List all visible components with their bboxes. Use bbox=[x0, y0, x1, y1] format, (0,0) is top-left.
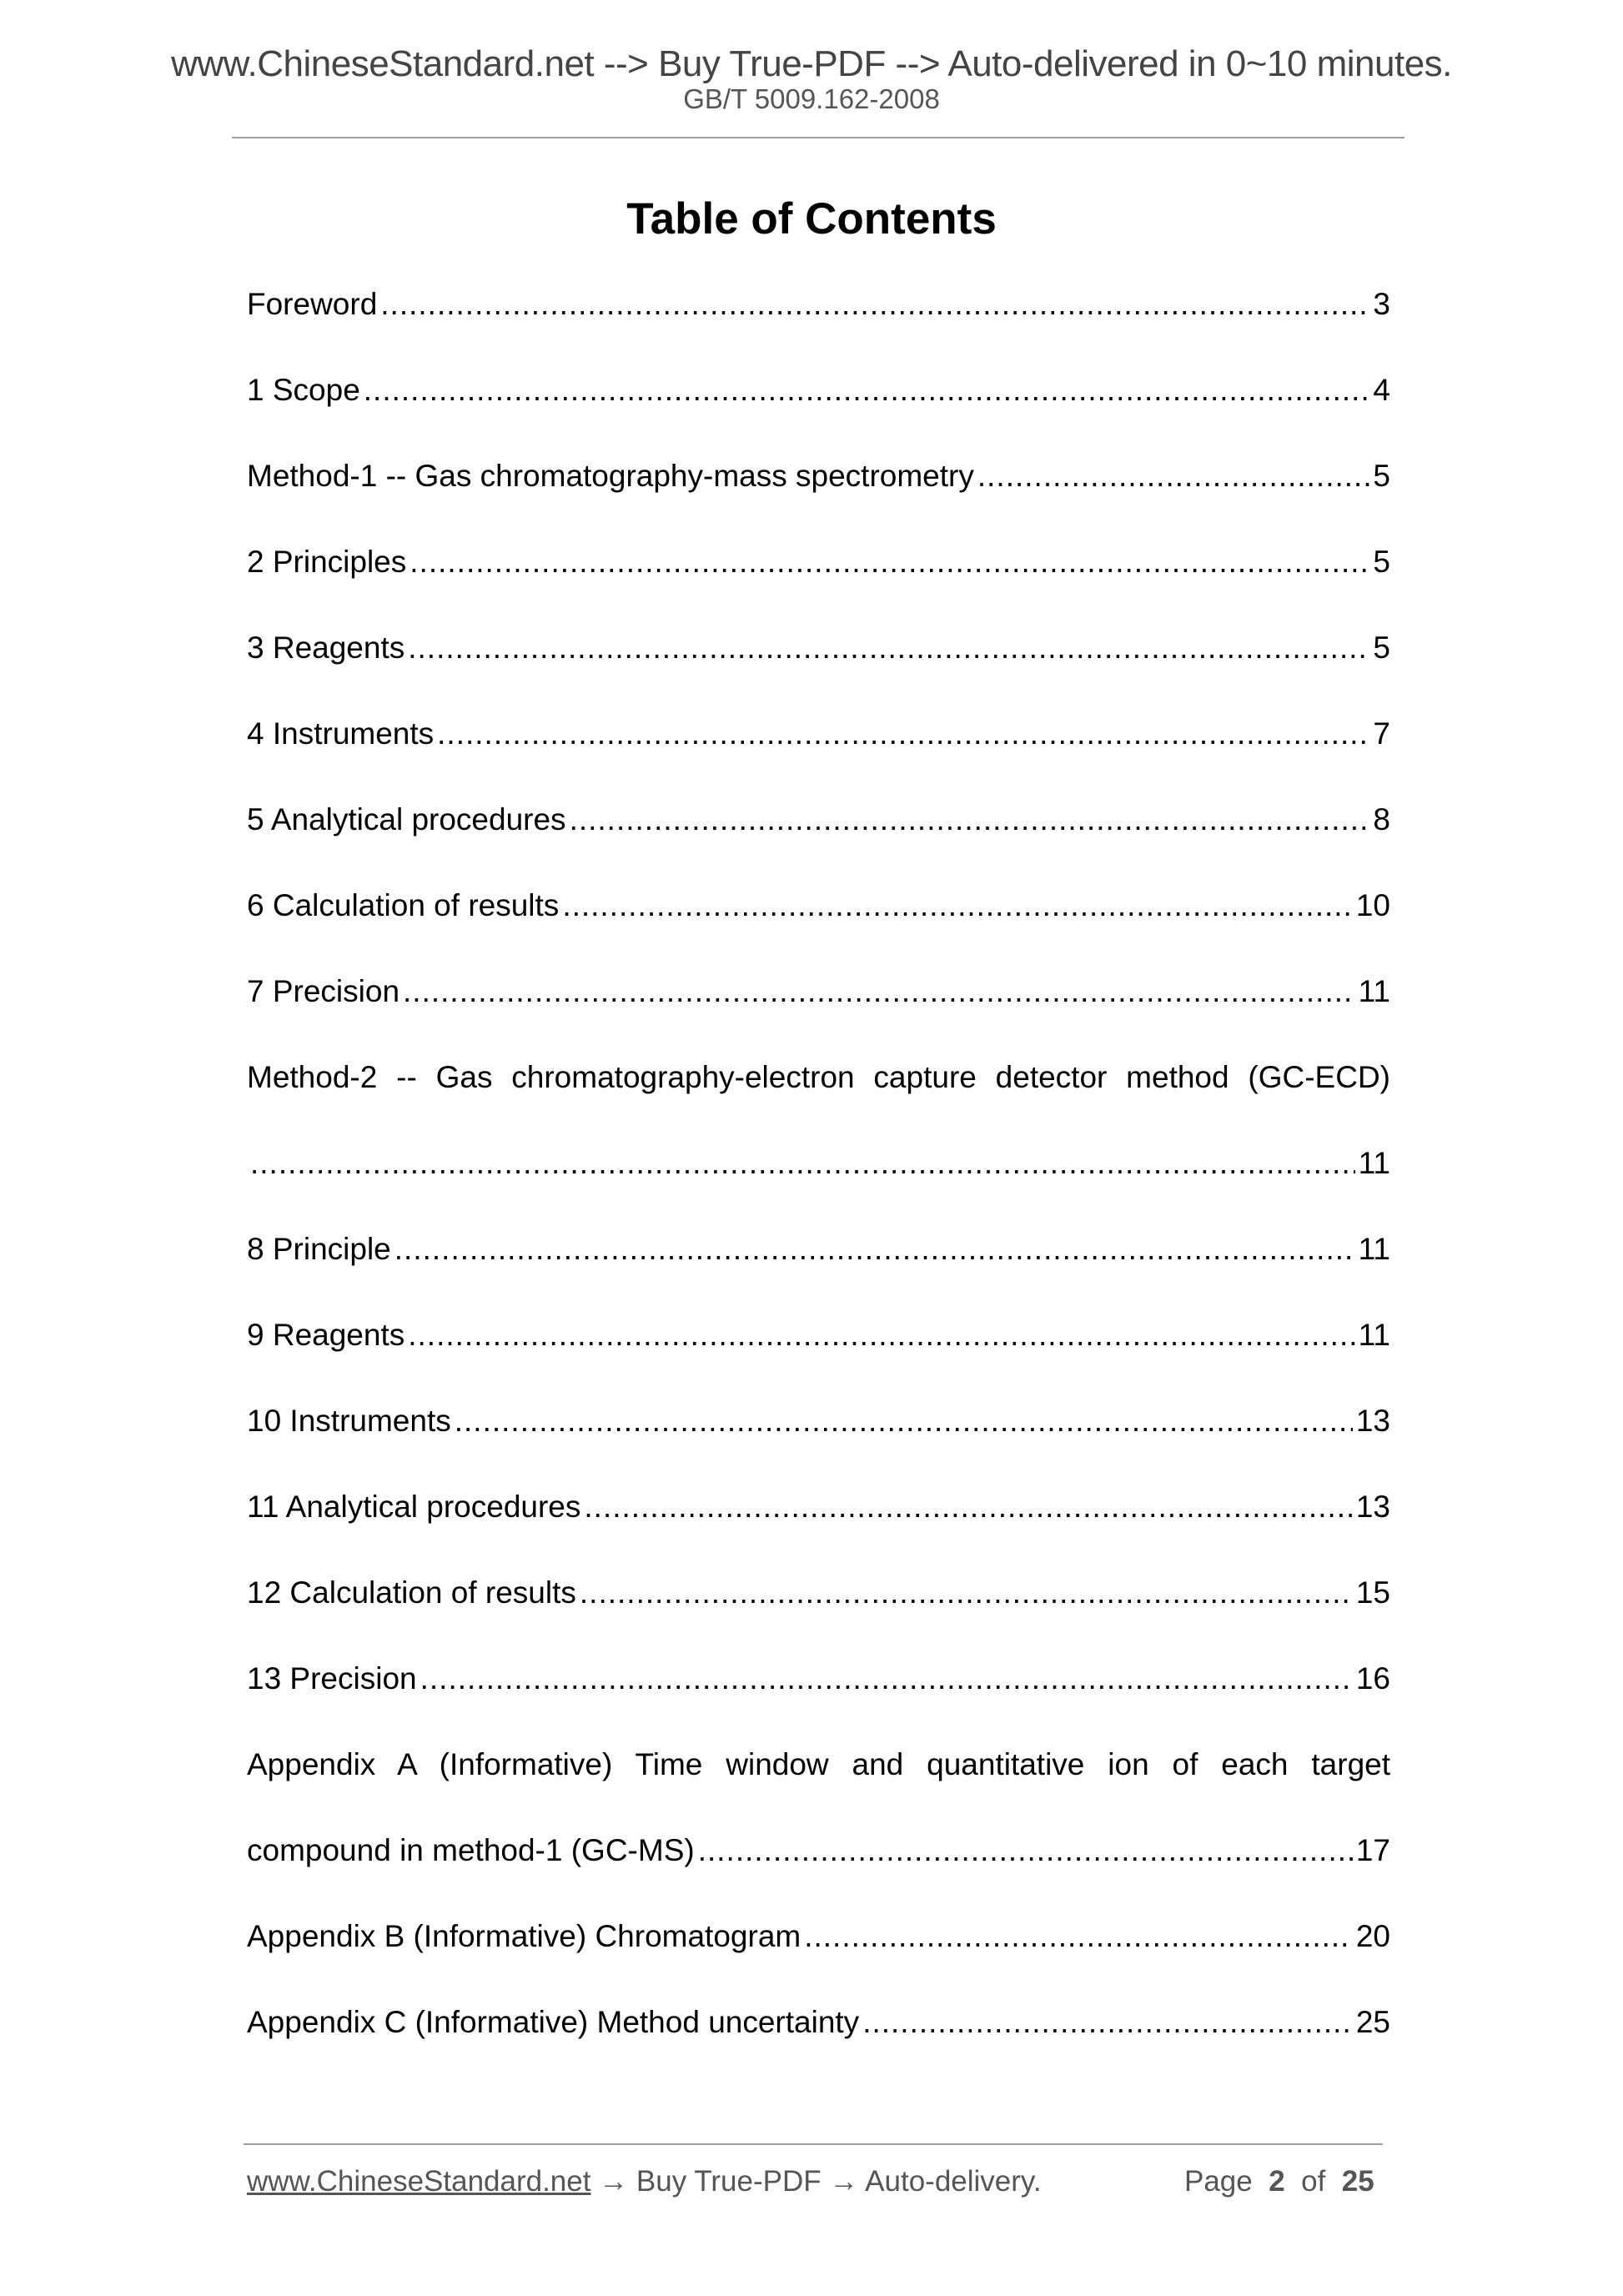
dot-leader bbox=[410, 540, 1369, 585]
page-total: 25 bbox=[1341, 2165, 1374, 2198]
toc-entry-title: Appendix C (Informative) Method uncertainty bbox=[247, 2005, 860, 2039]
toc-entry-page: 15 bbox=[1355, 1575, 1390, 1610]
toc-entry[interactable] bbox=[247, 1828, 1390, 1914]
toc-entry-page: 25 bbox=[1355, 2005, 1390, 2039]
page-label: Page bbox=[1184, 2165, 1253, 2198]
toc-entry-page: 13 bbox=[1355, 1404, 1390, 1438]
toc-entry[interactable] bbox=[247, 1313, 1390, 1399]
toc-entry-title: 8 Principle bbox=[247, 1232, 391, 1266]
toc-entry-title: 2 Principles bbox=[247, 545, 407, 579]
toc-entry[interactable] bbox=[247, 711, 1390, 797]
toc-entry-page: 16 bbox=[1355, 1661, 1390, 1696]
toc-entry[interactable] bbox=[247, 454, 1390, 540]
table-of-contents bbox=[247, 282, 1390, 2086]
page-title: Table of Contents bbox=[626, 194, 997, 244]
toc-entry-title: Method-2 -- Gas chromatography-electron capture detector method (GC-ECD) bbox=[247, 1060, 1390, 1094]
toc-entry-line[interactable] bbox=[247, 1742, 1390, 1828]
toc-entry-title: 4 Instruments bbox=[247, 716, 435, 751]
of-label: of bbox=[1301, 2165, 1326, 2198]
toc-entry[interactable] bbox=[247, 969, 1390, 1055]
page-indicator bbox=[1184, 2165, 1374, 2198]
dot-leader bbox=[570, 797, 1370, 842]
footer-divider bbox=[244, 2143, 1383, 2145]
toc-entry[interactable] bbox=[247, 282, 1390, 368]
toc-entry-page: 5 bbox=[1373, 545, 1390, 579]
toc-entry-title: 5 Analytical procedures bbox=[247, 802, 566, 837]
dot-leader bbox=[437, 711, 1369, 756]
toc-entry[interactable] bbox=[247, 1656, 1390, 1742]
toc-entry[interactable] bbox=[247, 1227, 1390, 1313]
toc-entry-page: 5 bbox=[1373, 631, 1390, 665]
dot-leader bbox=[394, 1227, 1355, 1272]
toc-entry-line[interactable] bbox=[247, 1055, 1390, 1141]
dot-leader bbox=[698, 1828, 1353, 1873]
dot-leader bbox=[584, 1485, 1352, 1530]
page-current: 2 bbox=[1269, 2165, 1285, 2198]
toc-entry[interactable] bbox=[247, 368, 1390, 454]
toc-entry[interactable] bbox=[247, 797, 1390, 883]
footer-link[interactable]: www.ChineseStandard.net bbox=[247, 2165, 591, 2198]
toc-entry[interactable] bbox=[247, 1399, 1390, 1485]
toc-entry-title: Appendix B (Informative) Chromatogram bbox=[247, 1919, 801, 1953]
dot-leader bbox=[455, 1399, 1353, 1444]
header-divider bbox=[232, 137, 1404, 138]
toc-entry-title: 11 Analytical procedures bbox=[247, 1490, 581, 1524]
toc-entry[interactable] bbox=[247, 1914, 1390, 2000]
toc-entry-title: 7 Precision bbox=[247, 974, 400, 1008]
toc-entry-page: 11 bbox=[1358, 1232, 1390, 1266]
toc-entry-page: 10 bbox=[1355, 888, 1390, 922]
toc-entry[interactable] bbox=[247, 883, 1390, 969]
toc-entry-page: 11 bbox=[1358, 1318, 1390, 1352]
dot-leader bbox=[862, 2000, 1353, 2045]
toc-entry-page: 13 bbox=[1355, 1490, 1390, 1524]
toc-entry-page: 11 bbox=[1358, 974, 1390, 1008]
dot-leader bbox=[408, 625, 1369, 671]
toc-entry-title: 3 Reagents bbox=[247, 631, 405, 665]
toc-entry-page: 17 bbox=[1355, 1833, 1390, 1867]
dot-leader bbox=[977, 454, 1370, 499]
dot-leader bbox=[420, 1656, 1353, 1701]
toc-entry-page: 7 bbox=[1373, 716, 1390, 751]
toc-entry-title: 1 Scope bbox=[247, 373, 360, 407]
dot-leader bbox=[250, 1141, 1355, 1186]
toc-entry-page: 4 bbox=[1373, 373, 1390, 407]
toc-entry-page: 3 bbox=[1373, 287, 1390, 321]
footer-tagline: → Buy True-PDF → Auto-delivery. bbox=[590, 2165, 1042, 2198]
toc-entry-title: Appendix A (Informative) Time window and quantitative ion of each target bbox=[247, 1747, 1390, 1781]
toc-entry-page: 8 bbox=[1373, 802, 1390, 837]
dot-leader bbox=[562, 883, 1353, 928]
dot-leader bbox=[408, 1313, 1354, 1358]
toc-entry-title: 12 Calculation of results bbox=[247, 1575, 576, 1610]
standard-code: GB/T 5009.162-2008 bbox=[683, 83, 940, 114]
dot-leader bbox=[804, 1914, 1353, 1959]
toc-entry-title: compound in method-1 (GC-MS) bbox=[247, 1833, 695, 1867]
toc-entry[interactable] bbox=[247, 540, 1390, 625]
toc-entry-title: Foreword bbox=[247, 287, 378, 321]
toc-entry-title: Method-1 -- Gas chromatography-mass spectrometry bbox=[247, 459, 974, 493]
toc-entry-page: 20 bbox=[1355, 1919, 1390, 1953]
toc-entry-page: 11 bbox=[1358, 1146, 1390, 1180]
header-banner: www.ChineseStandard.net --> Buy True-PDF --> Auto-delivered in 0~10 minutes. bbox=[171, 43, 1452, 84]
toc-entry-title: 13 Precision bbox=[247, 1661, 417, 1696]
toc-entry[interactable] bbox=[247, 1485, 1390, 1570]
dot-leader bbox=[380, 282, 1369, 327]
toc-entry[interactable] bbox=[247, 625, 1390, 711]
dot-leader bbox=[580, 1570, 1353, 1615]
toc-entry-title: 10 Instruments bbox=[247, 1404, 451, 1438]
dot-leader bbox=[364, 368, 1370, 413]
footer-text bbox=[247, 2165, 1042, 2198]
toc-entry[interactable] bbox=[247, 1141, 1390, 1227]
toc-entry[interactable] bbox=[247, 2000, 1390, 2086]
toc-entry[interactable] bbox=[247, 1570, 1390, 1656]
toc-entry-title: 9 Reagents bbox=[247, 1318, 405, 1352]
toc-entry-title: 6 Calculation of results bbox=[247, 888, 560, 922]
toc-entry-page: 5 bbox=[1373, 459, 1390, 493]
dot-leader bbox=[403, 969, 1355, 1014]
